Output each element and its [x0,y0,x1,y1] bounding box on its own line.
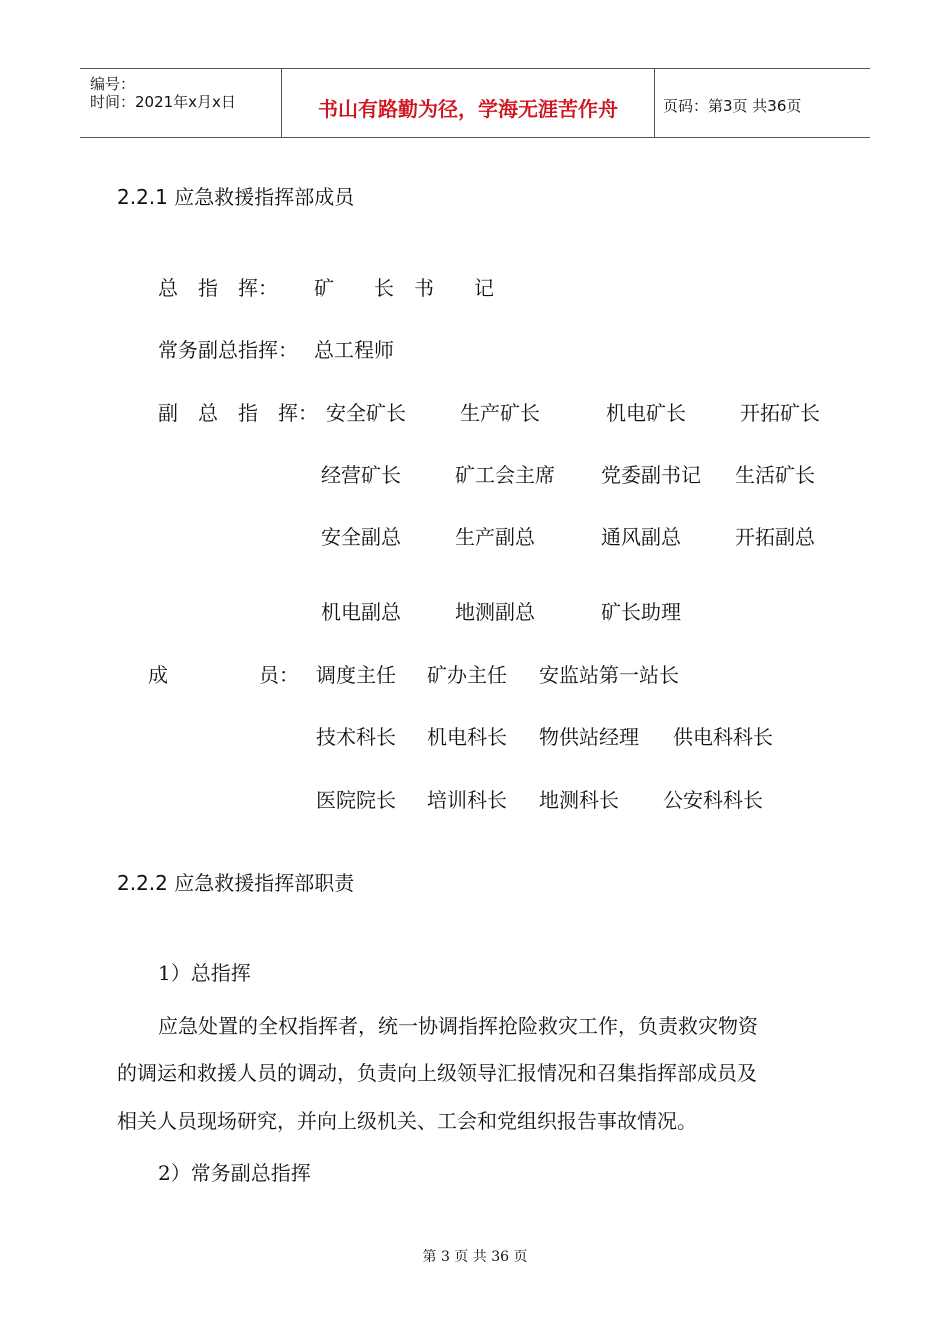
executive-value: 总工程师 [314,338,394,362]
member-entry: 培训科长 [427,788,507,812]
deputy-entry: 通风副总 [601,525,681,549]
section-heading-members: 2.2.1 应急救援指挥部成员 [117,185,355,209]
duty-paragraph-line: 应急处置的全权指挥者，统一协调指挥抢险救灾工作，负责救灾物资 [158,1014,758,1038]
deputy-entry: 安全副总 [321,525,401,549]
header-page-cell [655,69,870,137]
deputy-entry: 机电副总 [321,600,401,624]
deputy-entry: 矿长助理 [601,600,681,624]
duty-item-title: 2）常务副总指挥 [158,1161,311,1185]
deputy-entry: 地测副总 [455,600,535,624]
deputy-entry: 经营矿长 [321,463,401,487]
doc-date-label: 时间：2021年x月x日 [90,93,236,111]
page-footer: 第 3 页 共 36 页 [422,1249,528,1265]
deputy-entry: 生产矿长 [460,401,540,425]
member-entry: 机电科长 [427,725,507,749]
member-entry: 调度主任 [316,663,396,687]
deputy-entry: 开拓矿长 [740,401,820,425]
member-entry: 医院院长 [316,788,396,812]
member-entry: 供电科科长 [673,725,773,749]
page-header [80,68,870,138]
duty-item-title: 1）总指挥 [158,961,251,985]
deputy-entry: 机电矿长 [606,401,686,425]
members-label-right: 员： [259,663,299,687]
deputy-entry: 安全矿长 [326,401,406,425]
member-entry: 矿办主任 [427,663,507,687]
deputy-entry: 矿工会主席 [455,463,555,487]
deputy-entry: 开拓副总 [735,525,815,549]
member-entry: 物供站经理 [539,725,639,749]
member-entry: 技术科长 [316,725,396,749]
header-motto: 书山有路勤为径，学海无涯苦作舟 [318,97,618,121]
deputies-label: 副 总 指 挥： [158,401,318,425]
commander-label: 总 指 挥： [158,276,278,300]
header-info-cell [80,69,282,137]
member-entry: 安监站第一站长 [539,663,679,687]
duty-paragraph-line: 的调运和救援人员的调动，负责向上级领导汇报情况和召集指挥部成员及 [117,1061,757,1085]
header-page-info: 页码：第3页 共36页 [663,97,802,115]
deputy-entry: 党委副书记 [601,463,701,487]
deputy-entry: 生活矿长 [735,463,815,487]
duty-paragraph-line: 相关人员现场研究，并向上级机关、工会和党组织报告事故情况。 [117,1109,697,1133]
executive-label: 常务副总指挥： [158,338,298,362]
deputy-entry: 生产副总 [455,525,535,549]
member-entry: 地测科长 [539,788,619,812]
members-label-left: 成 [148,663,168,687]
commander-value: 矿 长 书 记 [314,276,494,300]
section-heading-duties: 2.2.2 应急救援指挥部职责 [117,871,355,895]
header-motto-cell [282,69,655,137]
member-entry: 公安科科长 [663,788,763,812]
doc-number-label: 编号： [90,75,136,93]
